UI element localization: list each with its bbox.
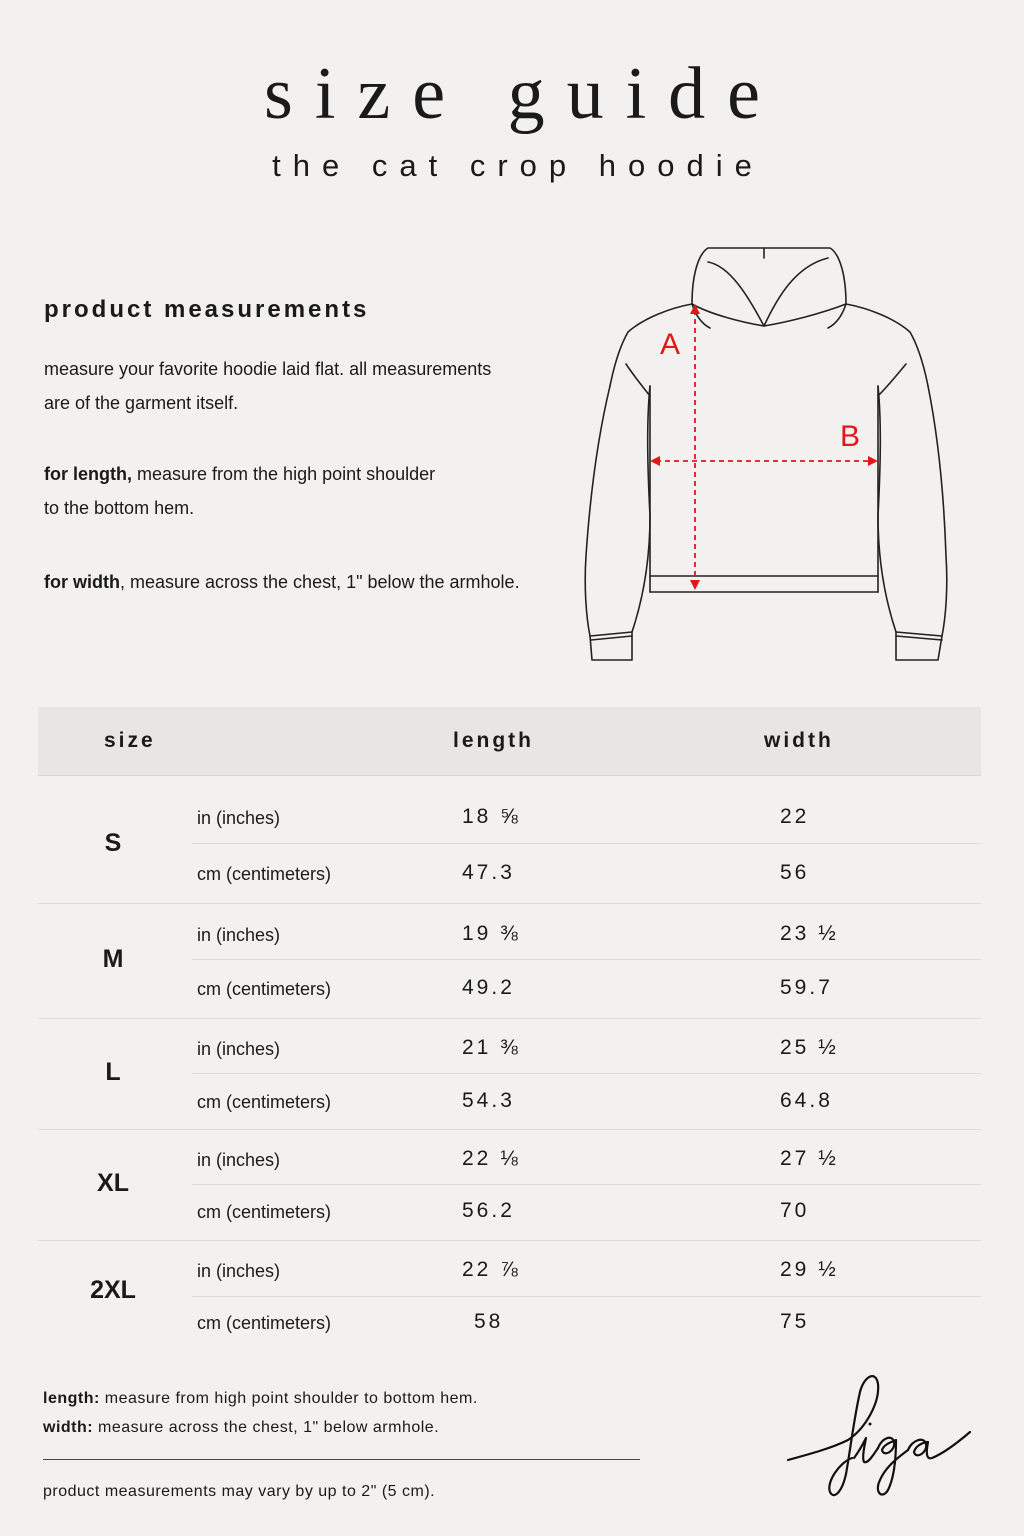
page-title: size guide [264,53,782,135]
group-divider [38,1240,981,1241]
width-cm-value: 56 [780,861,810,884]
intro-line-2: are of the garment itself. [44,393,239,413]
label-a: A [660,328,681,361]
intro-line-1: measure your favorite hoodie laid flat. all measurements [44,359,492,379]
footer-width-label: width: [43,1419,94,1436]
width-inches-value: 25 ½ [780,1036,839,1059]
width-cm-value: 59.7 [780,976,833,999]
length-cm-value: 49.2 [462,976,515,999]
row-divider [192,1296,981,1297]
footer-disclaimer: product measurements may vary by up to 2" (5 cm). [43,1483,436,1500]
header-width: width [764,729,834,752]
width-inches-value: 23 ½ [780,922,839,945]
length-inches-value: 22 ⅞ [462,1258,521,1281]
unit-label-inches: in (inches) [197,1150,281,1170]
product-subtitle: the cat crop hoodie [272,148,764,183]
length-cm-value: 47.3 [462,861,515,884]
length-inches-value: 22 ⅛ [462,1147,521,1170]
size-label: M [102,945,124,973]
width-instruction [44,565,520,599]
width-cm-value: 75 [780,1310,810,1333]
length-instruction-line-1 [44,457,435,491]
length-instruction-bold: for length, [44,464,132,484]
brand-logo [780,1362,980,1502]
size-row-m [38,903,981,1018]
width-arrow-head-right [868,456,878,466]
length-inches-value: 19 ⅜ [462,922,521,945]
width-inches-value: 27 ½ [780,1147,839,1170]
width-instruction-text: , measure across the chest, 1" below the armhole. [119,572,520,592]
footer-divider [43,1459,640,1460]
table-header [38,707,981,776]
size-label: S [104,829,122,857]
group-divider [38,1129,981,1130]
length-instruction-text: measure from the high point shoulder [132,464,436,484]
size-row-s [38,787,981,903]
unit-label-inches: in (inches) [197,1261,281,1281]
length-inches-value: 21 ⅜ [462,1036,521,1059]
length-instruction-line-2: to the bottom hem. [44,498,195,518]
width-instruction-line [44,565,520,599]
length-cm-value: 58 [474,1310,504,1333]
unit-label-inches: in (inches) [197,808,281,828]
row-divider [192,1184,981,1185]
unit-label-centimeters: cm (centimeters) [197,1202,332,1222]
size-row-l [38,1018,981,1129]
length-arrow-head-top [690,304,700,314]
brand-name: figa [780,1362,782,1363]
row-divider [192,843,981,844]
size-label: L [105,1058,121,1086]
section-heading: product measurements [44,296,370,323]
header-length: length [453,729,534,752]
group-divider [38,903,981,904]
hoodie-diagram [580,236,950,668]
footer-length-text: measure from high point shoulder to bottom hem. [99,1390,478,1407]
length-inches-value: 18 ⅝ [462,805,521,828]
hoodie-outline [585,248,947,660]
unit-label-centimeters: cm (centimeters) [197,979,332,999]
length-cm-value: 54.3 [462,1089,515,1112]
unit-label-inches: in (inches) [197,1039,281,1059]
footer-length-note [43,1390,478,1408]
footer-width-note [43,1419,439,1437]
header-size: size [104,729,156,752]
unit-label-inches: in (inches) [197,925,281,945]
footer-length-label: length: [43,1390,100,1407]
brand-logo-script [788,1376,970,1495]
unit-label-centimeters: cm (centimeters) [197,864,332,884]
length-cm-value: 56.2 [462,1199,515,1222]
width-inches-value: 29 ½ [780,1258,839,1281]
unit-label-centimeters: cm (centimeters) [197,1313,332,1333]
length-instruction [44,457,435,525]
width-cm-value: 70 [780,1199,810,1222]
footer-width-text: measure across the chest, 1" below armhole. [93,1419,440,1436]
width-cm-value: 64.8 [780,1089,833,1112]
intro-paragraph [44,352,491,420]
row-divider [192,959,981,960]
unit-label-centimeters: cm (centimeters) [197,1092,332,1112]
label-b: B [840,420,861,453]
size-row-2xl [38,1240,981,1352]
size-row-xl [38,1129,981,1240]
length-arrow-head-bottom [690,580,700,590]
width-inches-value: 22 [780,805,810,828]
width-arrow-head-left [650,456,660,466]
size-label: XL [97,1169,129,1197]
size-label: 2XL [90,1276,136,1304]
row-divider [192,1073,981,1074]
group-divider [38,1018,981,1019]
width-instruction-bold: for width [44,572,120,592]
